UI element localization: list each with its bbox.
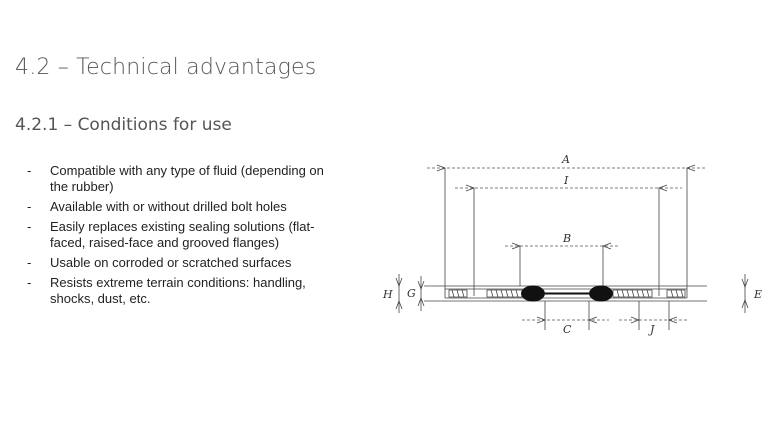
label-h: H <box>383 288 393 301</box>
section-heading: 4.2 – Technical advantages <box>15 55 317 80</box>
list-item <box>27 255 337 271</box>
gasket-hatch <box>671 290 683 297</box>
gasket-hatch <box>617 290 649 297</box>
rubber-seal-right <box>589 286 613 302</box>
bullet-dash: - <box>27 199 32 214</box>
list-item-text: Resists extreme terrain conditions: handling, shocks, dust, etc. <box>50 275 306 306</box>
list-item-text: Easily replaces existing sealing solutions (flat-faced, raised-face and grooved flanges) <box>50 219 315 250</box>
label-g: G <box>407 287 416 300</box>
conditions-list <box>27 163 337 311</box>
bullet-dash: - <box>27 219 32 234</box>
list-item <box>27 199 337 215</box>
list-item-text: Usable on corroded or scratched surfaces <box>50 255 292 270</box>
label-i: I <box>564 174 569 187</box>
gasket-technical-drawing <box>377 148 772 338</box>
bullet-dash: - <box>27 163 32 178</box>
label-e: E <box>754 288 763 301</box>
gasket-hatch <box>452 290 464 297</box>
gasket-hatch <box>491 290 518 297</box>
gasket-drawing-svg <box>377 148 772 338</box>
list-item <box>27 275 337 307</box>
rubber-seal-left <box>521 286 545 302</box>
list-item-text: Compatible with any type of fluid (depending on the rubber) <box>50 163 324 194</box>
label-c: C <box>563 323 572 336</box>
label-a: A <box>562 153 570 166</box>
subsection-heading: 4.2.1 – Conditions for use <box>15 115 232 135</box>
bullet-dash: - <box>27 255 32 270</box>
list-item <box>27 163 337 195</box>
label-j: J <box>650 323 655 336</box>
list-item-text: Available with or without drilled bolt holes <box>50 199 287 214</box>
list-item <box>27 219 337 251</box>
label-b: B <box>563 232 572 245</box>
bullet-dash: - <box>27 275 32 290</box>
